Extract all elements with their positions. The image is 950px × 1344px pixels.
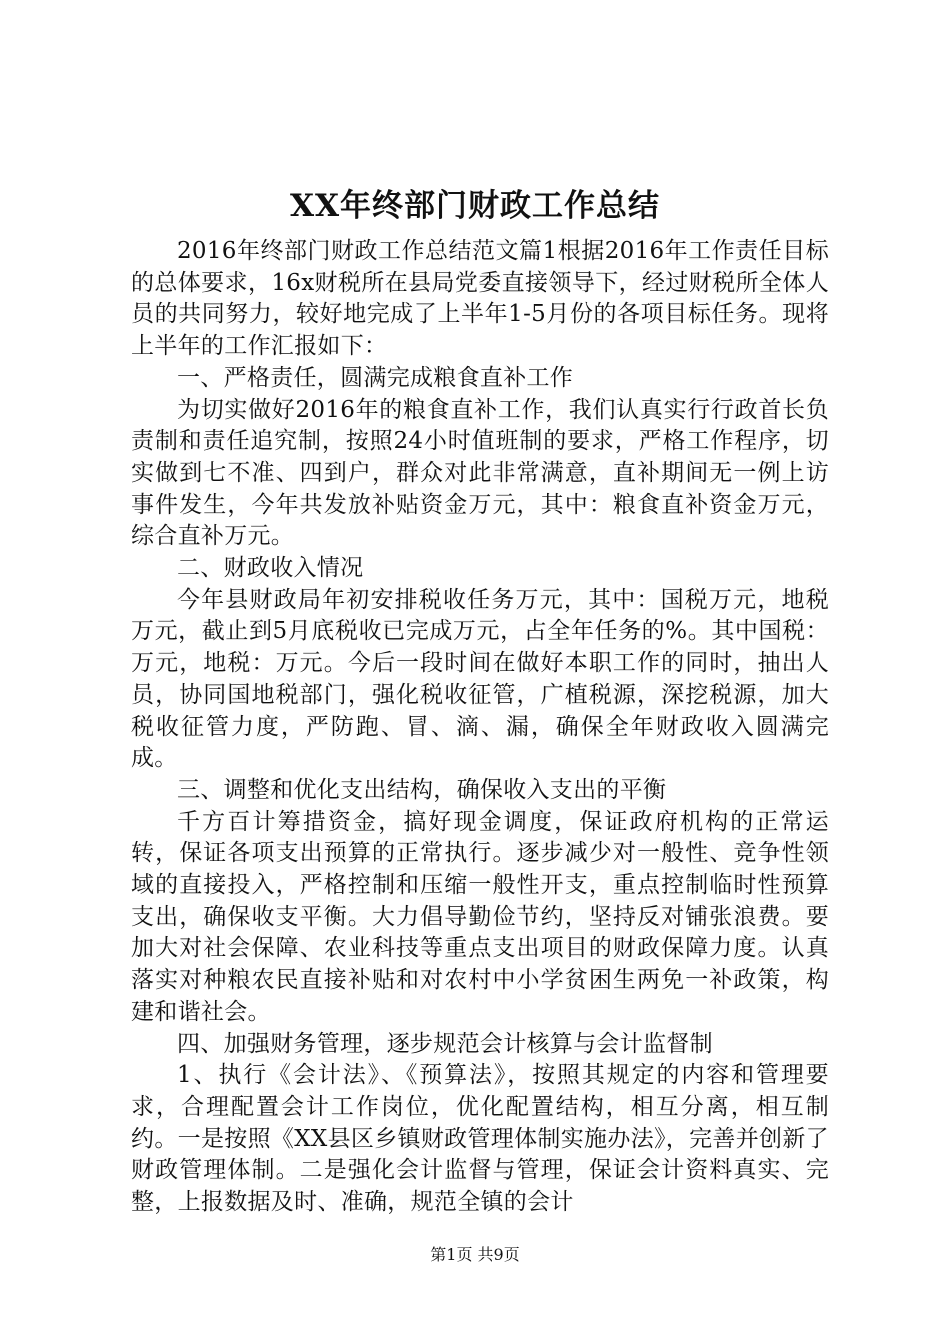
page-footer: 第1页 共9页 <box>430 1245 520 1264</box>
document-title: XX年终部门财政工作总结 <box>289 188 661 224</box>
paragraph-intro: 2016年终部门财政工作总结范文篇1根据2016年工作责任目标的总体要求，16x财税所在县局党委直接领导下，经过财税所全体人员的共同努力，较好地完成了上半年1-5月份的各项目标任务。现将上半年的工作汇报如下： <box>131 238 829 360</box>
section-heading-2: 二、财政收入情况 <box>177 555 364 582</box>
section-heading-4: 四、加强财务管理，逐步规范会计核算与会计监督制 <box>177 1030 713 1057</box>
paragraph-expenditure: 千方百计筹措资金，搞好现金调度，保证政府机构的正常运转，保证各项支出预算的正常执行。逐步减少对一般性、竞争性领域的直接投入，严格控制和压缩一般性开支，重点控制临时性预算支出，确保收支平衡。大力倡导勤俭节约，坚持反对铺张浪费。要加大对社会保障、农业科技等重点支出项目的财政保障力度。认真落实对种粮农民直接补贴和对农村中小学贫困生两免一补政策，构建和谐社会。 <box>131 808 829 1025</box>
section-heading-1: 一、严格责任，圆满完成粮食直补工作 <box>177 364 574 391</box>
paragraph-accounting: 1、执行《会计法》、《预算法》，按照其规定的内容和管理要求，合理配置会计工作岗位，优化配置结构，相互分离，相互制约。一是按照《XX县区乡镇财政管理体制实施办法》，完善并创新了财政管理体制。二是强化会计监督与管理，保证会计资料真实、完整，上报数据及时、准确，规范全镇的会计 <box>131 1062 829 1216</box>
document-body <box>131 236 829 1219</box>
section-heading-3: 三、调整和优化支出结构，确保收入支出的平衡 <box>177 776 667 803</box>
paragraph-revenue: 今年县财政局年初安排税收任务万元，其中：国税万元，地税万元，截止到5月底税收已完成万元，占全年任务的%。其中国税：万元，地税：万元。今后一段时间在做好本职工作的同时，抽出人员，协同国地税部门，强化税收征管，广植税源，深挖税源，加大税收征管力度，严防跑、冒、滴、漏，确保全年财政收入圆满完成。 <box>131 586 829 772</box>
paragraph-grain-subsidy: 为切实做好2016年的粮食直补工作，我们认真实行行政首长负责制和责任追究制，按照24小时值班制的要求，严格工作程序，切实做到七不准、四到户，群众对此非常满意，直补期间无一例上访事件发生，今年共发放补贴资金万元，其中：粮食直补资金万元，综合直补万元。 <box>131 396 829 550</box>
